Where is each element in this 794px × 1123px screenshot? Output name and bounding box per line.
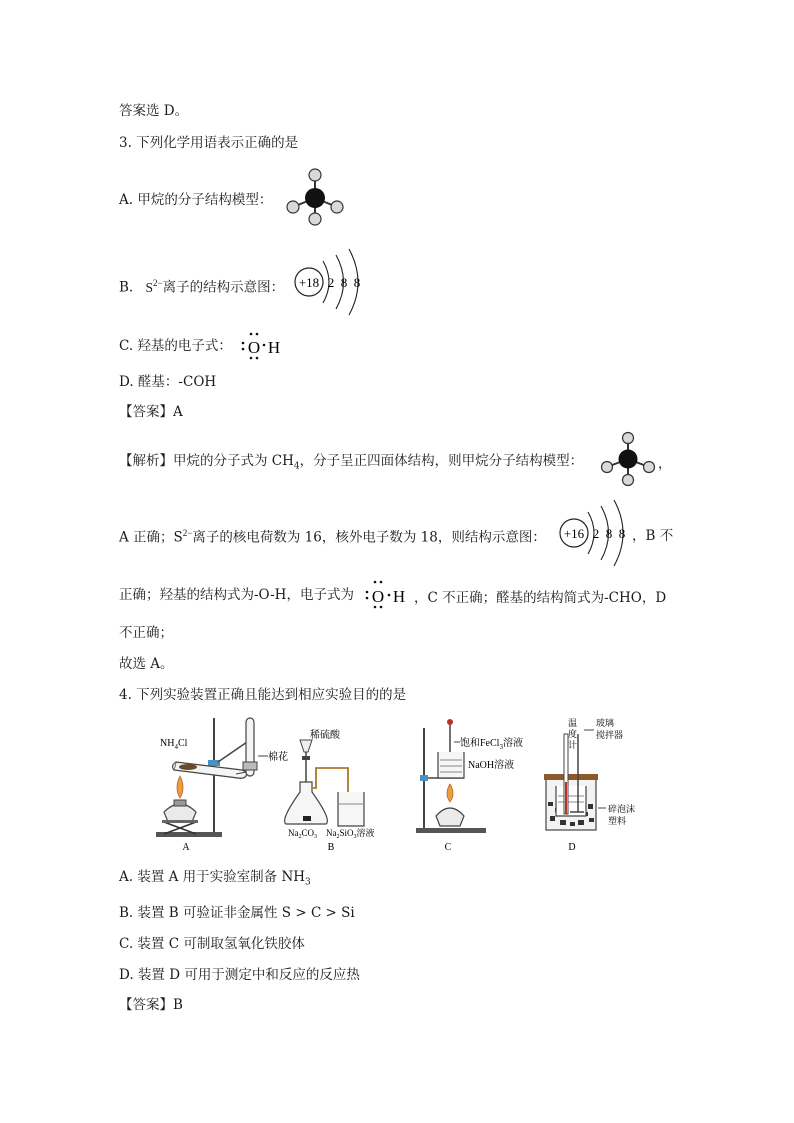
option-4a-sub: 3 — [305, 877, 311, 888]
explanation-line-1 — [119, 452, 583, 476]
apparatus-b — [285, 728, 375, 852]
explanation-3-text-a: 正确；羟基的结构式为-O-H，电子式为 — [119, 587, 354, 603]
shell-3-count-2: 8 — [618, 526, 626, 541]
option-4d: D. 装置 D 可用于测定中和反应的反应热 — [119, 967, 360, 983]
d-stirrer-1: 玻璃 — [596, 718, 615, 728]
d-stirrer-2: 搅拌器 — [596, 730, 624, 740]
prev-answer-line: 答案选 D。 — [119, 103, 189, 119]
c-bottom-label: NaOH溶液 — [468, 760, 515, 771]
d-caption: D — [568, 842, 576, 852]
ion-charge: 2− — [153, 278, 163, 288]
b-flask-label: $Na_2CO_3$ — [288, 828, 318, 840]
explanation-line-3 — [119, 586, 354, 604]
d-foam-1: 碎泡沫 — [608, 804, 636, 814]
shell-1-count: 2 — [327, 275, 335, 290]
explanation-1-text-a: 【解析】甲烷的分子式为 CH — [119, 453, 294, 469]
option-3d: D. 醛基：-COH — [119, 374, 217, 390]
option-4c: C. 装置 C 可制取氢氧化铁胶体 — [119, 936, 305, 952]
apparatus-d — [544, 717, 635, 852]
explanation-1-end: ， — [658, 456, 672, 472]
explanation-2-text-a: A 正确；S — [119, 529, 183, 546]
option-3b-label: B. — [119, 279, 134, 296]
b-caption: B — [327, 842, 335, 852]
hydrogen-symbol: H — [267, 338, 281, 357]
q4-answer: 【答案】B — [119, 997, 183, 1013]
option-3b-text: 离子的结构示意图： — [162, 279, 285, 296]
atom-structure-diagram-expl — [558, 498, 634, 568]
explanation-3-text-b: ，C 不正确；醛基的结构简式为-CHO，D — [414, 590, 667, 606]
a-reagent-label: $NH_4Cl$ — [160, 738, 188, 751]
explanation-1-text-b: ，分子呈正四面体结构，则甲烷分子结构模型： — [299, 453, 584, 469]
oxygen-symbol-2: O — [371, 587, 385, 606]
shell-1-count-2: 2 — [592, 526, 600, 541]
hydrogen-symbol-2: H — [392, 587, 406, 606]
d-foam-2: 塑料 — [608, 816, 627, 826]
explanation-line-5: 故选 A。 — [119, 656, 174, 672]
explanation-line-2 — [119, 524, 546, 547]
explanation-2-text-b: 离子的核电荷数为 16，核外电子数为 18，则结构示意图： — [192, 529, 546, 546]
methane-model-icon-2 — [598, 430, 658, 488]
explanation-2-end: ，B 不 — [632, 528, 674, 544]
methane-model-icon — [283, 167, 347, 227]
question-4-stem: 4. 下列实验装置正确且能达到相应实验目的的是 — [119, 687, 407, 703]
explanation-2-charge: 2− — [182, 528, 193, 538]
option-4a — [119, 868, 311, 892]
apparatus-c — [416, 719, 523, 852]
option-3a: A. 甲烷的分子结构模型： — [119, 192, 273, 208]
option-4a-text: A. 装置 A 用于实验室制备 NH — [119, 869, 306, 885]
d-thermo-2: 度 — [568, 729, 578, 739]
c-top-label: 饱和FeCl$_3$溶液 — [460, 738, 523, 751]
b-beaker-label: $Na_2SiO_3$溶液 — [326, 828, 375, 840]
q3-answer: 【答案】A — [119, 404, 183, 420]
b-acid-label: 稀硫酸 — [310, 730, 340, 741]
sulfur-ion-symbol: S — [145, 279, 154, 295]
apparatus-a — [156, 718, 288, 852]
question-3-stem: 3. 下列化学用语表示正确的是 — [119, 135, 299, 151]
d-thermo-3: 计 — [568, 740, 578, 750]
explanation-1-sub: 4 — [293, 461, 300, 472]
option-3c: C. 羟基的电子式： — [119, 338, 232, 354]
nucleus-charge: +18 — [298, 275, 320, 290]
option-3b — [119, 274, 284, 297]
hydroxyl-electron-formula — [240, 330, 286, 360]
apparatus-figure — [150, 712, 670, 852]
nucleus-charge-2: +16 — [563, 526, 585, 541]
a-cotton-label: 棉花 — [268, 752, 288, 763]
option-4b: B. 装置 B 可验证非金属性 S > C > Si — [119, 905, 355, 921]
shell-2-count-2: 8 — [605, 526, 613, 541]
d-thermo-1: 温 — [568, 718, 578, 728]
a-caption: A — [182, 842, 190, 852]
oxygen-symbol: O — [247, 338, 261, 357]
atom-structure-diagram-b — [293, 247, 369, 317]
c-caption: C — [444, 842, 452, 852]
shell-3-count: 8 — [353, 275, 361, 290]
explanation-line-4: 不正确； — [119, 625, 173, 641]
hydroxyl-electron-formula-2 — [364, 578, 412, 610]
shell-2-count: 8 — [340, 275, 348, 290]
